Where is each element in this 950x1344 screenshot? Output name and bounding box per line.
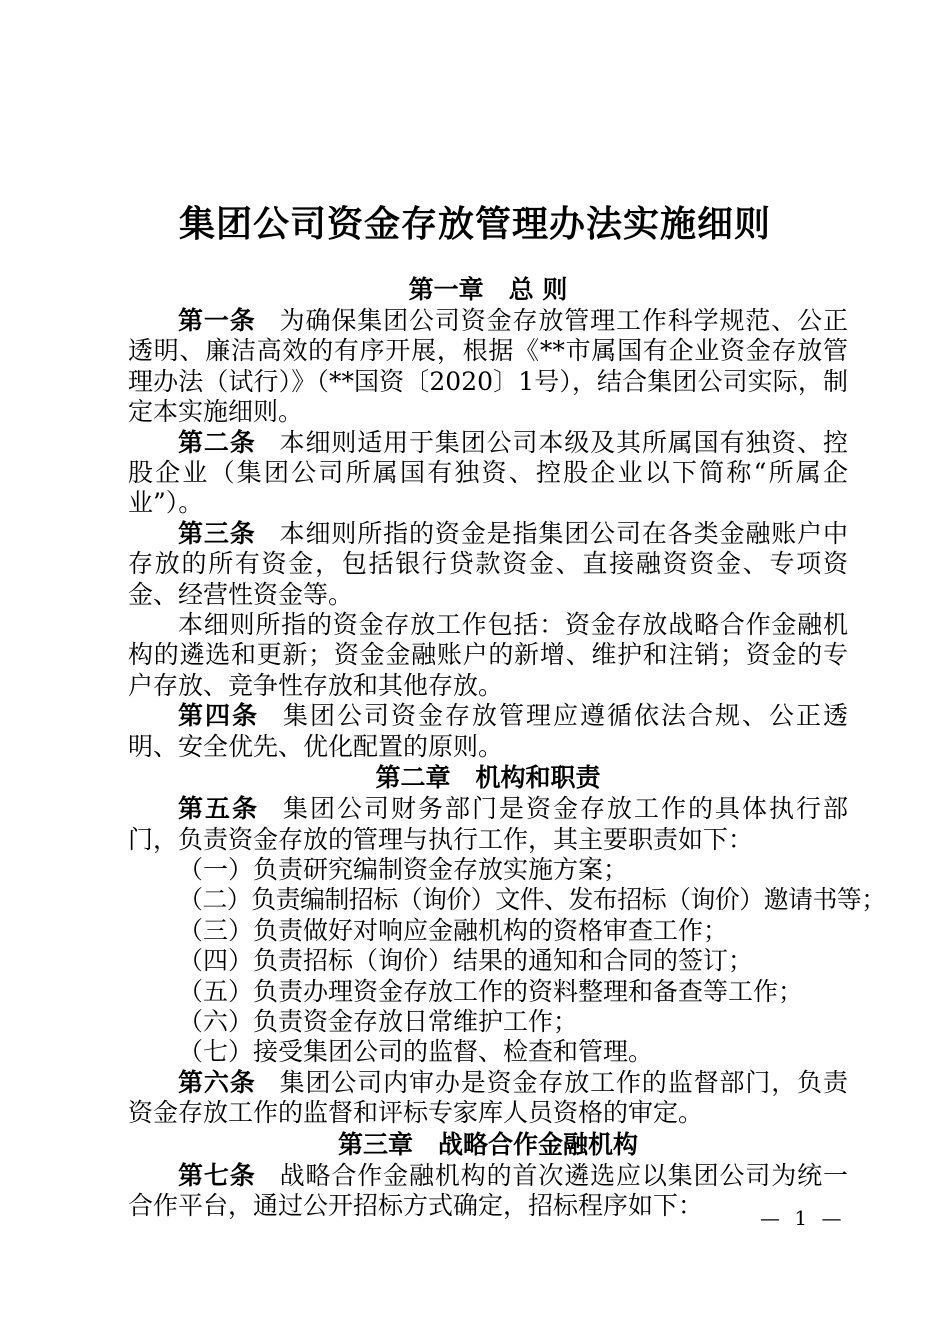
document-body	[128, 274, 886, 1221]
list-item: （二）负责编制招标（询价）文件、发布招标（询价）邀请书等；	[178, 885, 886, 915]
article-3-paragraph-2: 本细则所指的资金存放工作包括：资金存放战略合作金融机构的遴选和更新；资金金融账户的新增、维护和注销；资金的专户存放、竞争性存放和其他存放。	[128, 610, 848, 700]
article-number: 第四条	[178, 701, 259, 731]
chapter-heading-2: 第二章 机构和职责	[375, 763, 601, 793]
article-7	[128, 1161, 848, 1222]
article-5	[128, 794, 848, 855]
list-item: （五）负责办理资金存放工作的资料整理和备查等工作；	[178, 976, 804, 1006]
list-item: （三）负责做好对响应金融机构的资格审查工作；	[178, 915, 729, 945]
article-text: 集团公司财务部门是资金存放工作的具体执行部门，负责资金存放的管理与执行工作，其主要职责如下：	[128, 794, 848, 854]
list-item: （一）负责研究编制资金存放实施方案；	[178, 854, 629, 884]
list-item: （七）接受集团公司的监督、检查和管理。	[178, 1037, 654, 1067]
article-text: 战略合作金融机构的首次遴选应以集团公司为统一合作平台，通过公开招标方式确定，招标程序如下：	[128, 1160, 848, 1220]
article-text: 集团公司内审办是资金存放工作的监督部门，负责资金存放工作的监督和评标专家库人员资格的审定。	[128, 1067, 848, 1128]
document-title: 集团公司资金存放管理办法实施细则	[178, 204, 771, 245]
article-text: 本细则适用于集团公司本级及其所属国有独资、控股企业（集团公司所属国有独资、控股企业以下简称“所属企业”）。	[128, 427, 848, 518]
article-number: 第五条	[178, 794, 259, 824]
article-text: 为确保集团公司资金存放管理工作科学规范、公正透明、廉洁高效的有序开展，根据《**市属国有企业资金存放管理办法（试行）》（**国资〔2020〕1号），结合集团公司实际，制定本实施细则。	[128, 306, 848, 427]
chapter-heading-1: 第一章 总 则	[408, 275, 568, 304]
article-number: 第一条	[178, 306, 256, 335]
chapter-heading-3: 第三章 战略合作金融机构	[337, 1129, 638, 1159]
article-4	[128, 701, 848, 762]
article-text: 集团公司资金存放管理应遵循依法合规、公正透明、安全优先、优化配置的原则。	[128, 701, 848, 761]
article-number: 第七条	[178, 1160, 256, 1190]
article-2	[128, 428, 848, 519]
article-text: 本细则所指的资金是指集团公司在各类金融账户中存放的所有资金，包括银行贷款资金、直接融资资金、专项资金、经营性资金等。	[128, 518, 848, 609]
list-item: （四）负责招标（询价）结果的通知和合同的签订；	[178, 946, 754, 976]
page-number: — 1 —	[760, 1206, 846, 1230]
article-number: 第三条	[178, 518, 256, 548]
article-number: 第六条	[178, 1067, 256, 1097]
article-6	[128, 1068, 848, 1129]
article-number: 第二条	[178, 427, 256, 457]
list-item: （六）负责资金存放日常维护工作；	[178, 1006, 579, 1036]
article-3	[128, 519, 848, 610]
article-1	[128, 306, 848, 428]
